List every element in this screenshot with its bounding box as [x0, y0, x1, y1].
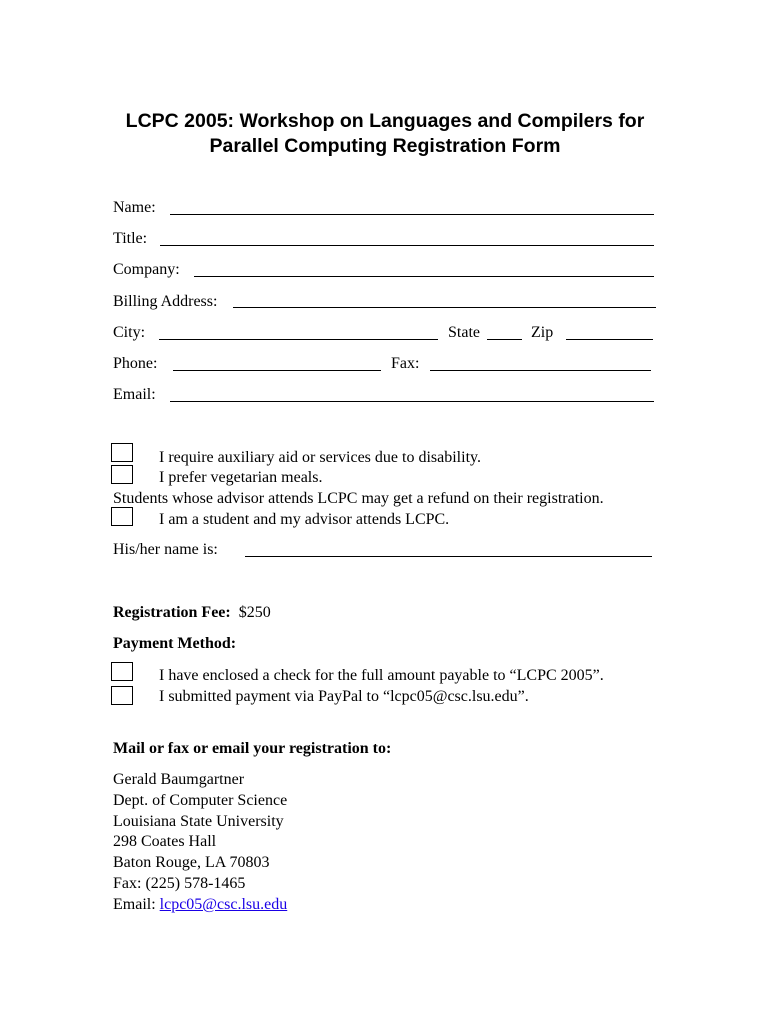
name-label: Name:	[113, 199, 156, 216]
zip-field[interactable]	[566, 339, 653, 340]
name-field[interactable]	[170, 214, 654, 215]
refund-note: Students whose advisor attends LCPC may get a refund on their registration.	[113, 490, 604, 507]
fax-field[interactable]	[430, 370, 651, 371]
title-field[interactable]	[160, 245, 654, 246]
title-label: Title:	[113, 230, 148, 247]
email-label: Email:	[113, 386, 156, 403]
fee-value: $250	[238, 604, 271, 621]
email-link[interactable]: lcpc05@csc.lsu.edu	[159, 896, 288, 913]
email-field[interactable]	[170, 401, 654, 402]
address-line: 298 Coates Hall	[113, 833, 217, 850]
address-line: Fax: (225) 578-1465	[113, 875, 246, 892]
student-label: I am a student and my advisor attends LCPC.	[159, 511, 450, 528]
address-line: Louisiana State University	[113, 813, 284, 830]
advisor-name-field[interactable]	[245, 556, 652, 557]
city-label: City:	[113, 324, 146, 341]
phone-field[interactable]	[173, 370, 381, 371]
address-line: Dept. of Computer Science	[113, 792, 288, 809]
vegetarian-label: I prefer vegetarian meals.	[159, 469, 323, 486]
zip-label: Zip	[531, 324, 554, 341]
paypal-payment-checkbox[interactable]	[111, 686, 133, 705]
fee-label: Registration Fee:	[113, 604, 231, 621]
address-line: Baton Rouge, LA 70803	[113, 854, 270, 871]
title-line-2: Parallel Computing Registration Form	[209, 135, 561, 157]
mail-heading: Mail or fax or email your registration to:	[113, 740, 392, 757]
registration-fee	[113, 603, 271, 623]
aid-checkbox[interactable]	[111, 443, 133, 462]
billing-address-label: Billing Address:	[113, 293, 218, 310]
payment-heading: Payment Method:	[113, 635, 237, 652]
address-line: Gerald Baumgartner	[113, 771, 245, 788]
billing-address-field[interactable]	[233, 307, 656, 308]
email-contact-label: Email:	[113, 896, 156, 913]
form-title	[100, 109, 670, 159]
student-checkbox[interactable]	[111, 507, 133, 526]
company-field[interactable]	[194, 276, 654, 277]
company-label: Company:	[113, 261, 180, 278]
city-field[interactable]	[159, 339, 438, 340]
check-payment-label: I have enclosed a check for the full amount payable to “LCPC 2005”.	[159, 667, 604, 684]
vegetarian-checkbox[interactable]	[111, 465, 133, 484]
state-label: State	[448, 324, 480, 341]
state-field[interactable]	[487, 339, 522, 340]
email-line	[113, 895, 287, 915]
paypal-payment-label: I submitted payment via PayPal to “lcpc05@csc.lsu.edu”.	[159, 688, 529, 705]
check-payment-checkbox[interactable]	[111, 662, 133, 681]
phone-label: Phone:	[113, 355, 158, 372]
aid-label: I require auxiliary aid or services due to disability.	[159, 449, 481, 466]
advisor-name-label: His/her name is:	[113, 541, 218, 558]
title-line-1: LCPC 2005: Workshop on Languages and Compilers for	[125, 110, 645, 132]
fax-label: Fax:	[391, 355, 420, 372]
